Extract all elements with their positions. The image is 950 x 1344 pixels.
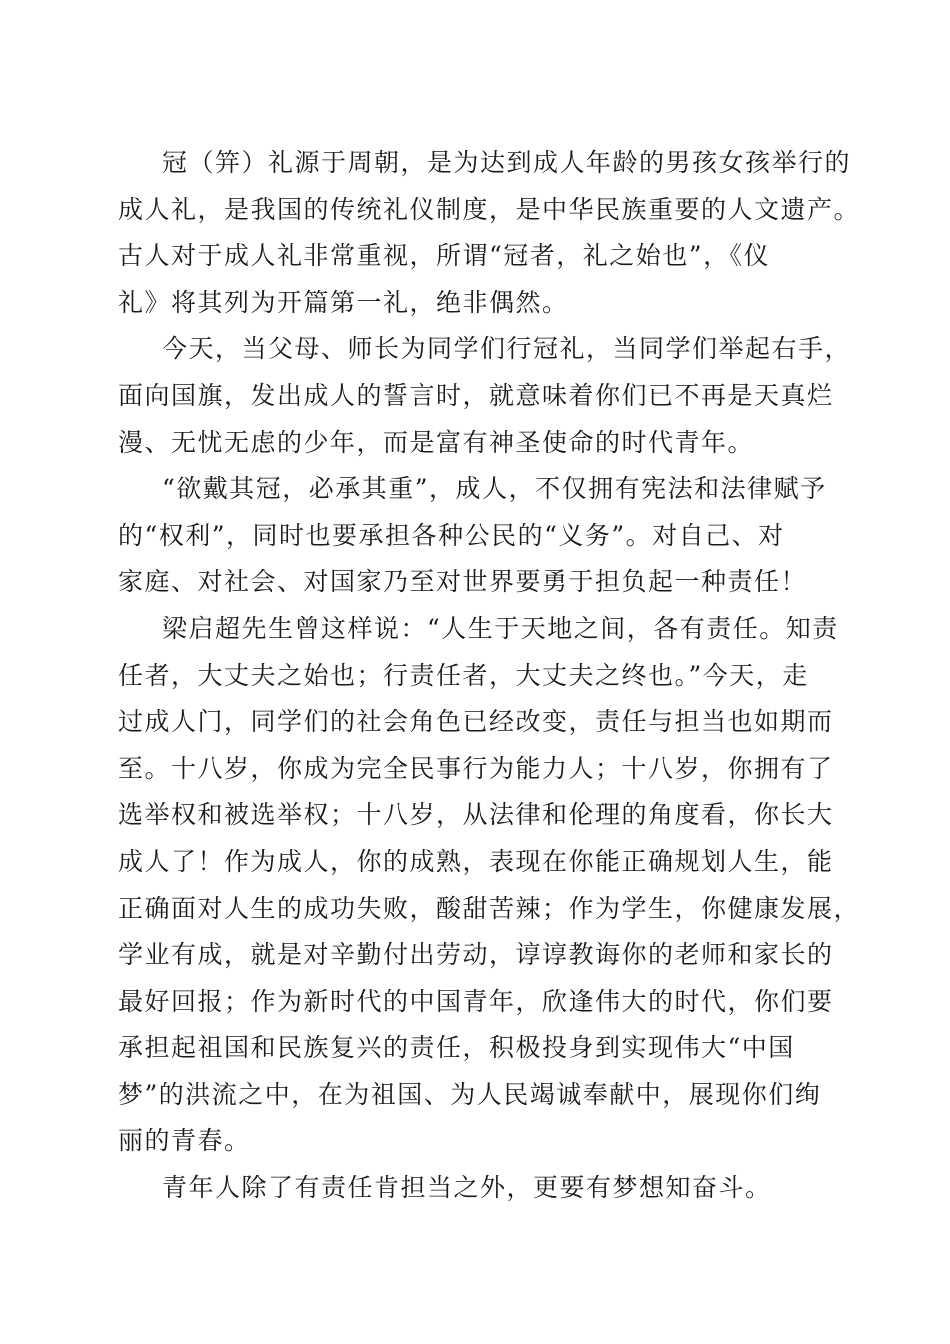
text-line: 家庭、对社会、对国家乃至对世界要勇于担负起一种责任！ — [118, 567, 808, 597]
text-line: 冠（笄）礼源于周朝，是为达到成人年龄的男孩女孩举行的 — [162, 148, 852, 177]
text-line: 学业有成，就是对辛勤付出劳动，谆谆教诲你的老师和家长的 — [118, 940, 834, 970]
text-line: 礼》将其列为开篇第一礼，绝非偶然。 — [118, 287, 569, 317]
text-line: 成人礼，是我国的传统礼仪制度，是中华民族重要的人文遗产。 — [118, 194, 861, 224]
paragraph-1 — [118, 140, 861, 326]
text-line: “欲戴其冠，必承其重”，成人，不仅拥有宪法和法律赋予 — [162, 474, 827, 504]
text-line: 最好回报；作为新时代的中国青年，欣逢伟大的时代，你们要 — [118, 986, 834, 1016]
text-line: 的“权利”，同时也要承担各种公民的“义务”。对自己、对 — [118, 520, 785, 550]
text-line: 丽的青春。 — [118, 1126, 251, 1156]
paragraph-3 — [118, 466, 838, 606]
text-line: 正确面对人生的成功失败，酸甜苦辣；作为学生，你健康发展， — [118, 893, 861, 923]
text-line: 古人对于成人礼非常重视，所谓“冠者，礼之始也”，《仪 — [118, 241, 771, 271]
text-line: 青年人除了有责任肯担当之外，更要有梦想知奋斗。 — [162, 1173, 772, 1203]
text-line: 面向国旗，发出成人的誓言时，就意味着你们已不再是天真烂 — [118, 380, 834, 410]
text-line: 漫、无忧无虑的少年，而是富有神圣使命的时代青年。 — [118, 427, 755, 457]
text-line: 至。十八岁，你成为完全民事行为能力人；十八岁，你拥有了 — [118, 753, 834, 783]
paragraph-4 — [118, 606, 861, 1165]
text-line: 选举权和被选举权；十八岁，从法律和伦理的角度看，你长大 — [118, 800, 834, 830]
paragraph-5 — [118, 1165, 838, 1212]
text-line: 梁启超先生曾这样说：“人生于天地之间，各有责任。知责 — [162, 613, 839, 643]
text-line: 今天，当父母、师长为同学们行冠礼，当同学们举起右手， — [162, 334, 852, 364]
document-body — [118, 140, 861, 1212]
paragraph-2 — [118, 326, 852, 466]
text-line: 承担起祖国和民族复兴的责任，积极投身到实现伟大“中国 — [118, 1033, 795, 1063]
text-line: 过成人门，同学们的社会角色已经改变，责任与担当也如期而 — [118, 707, 834, 737]
text-line: 任者，大丈夫之始也；行责任者，大丈夫之终也。”今天，走 — [118, 660, 809, 690]
text-line: 成人了！作为成人，你的成熟，表现在你能正确规划人生，能 — [118, 846, 834, 876]
text-line: 梦”的洪流之中，在为祖国、为人民竭诚奉献中，展现你们绚 — [118, 1079, 822, 1109]
